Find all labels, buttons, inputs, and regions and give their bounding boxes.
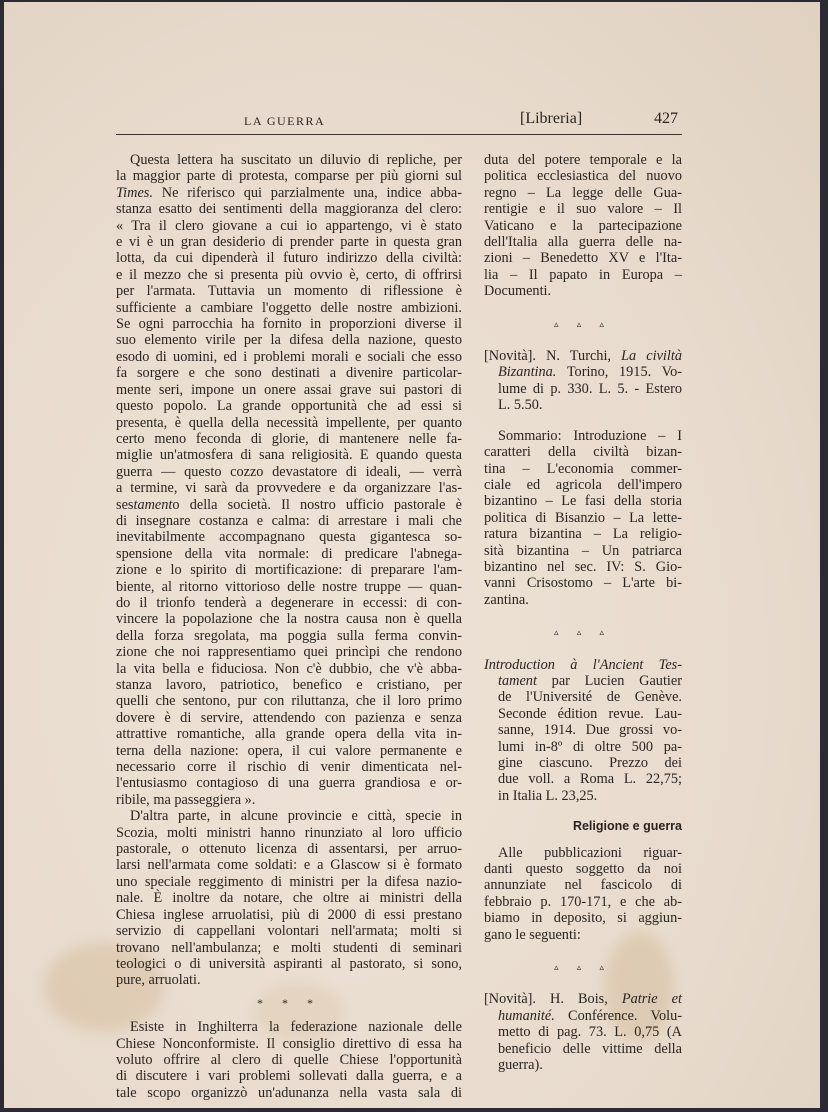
text-line: lotta, da cui dipenderà il futuro indirizzo della civiltà:	[116, 250, 462, 267]
text-line: trovano nell'ambulanza; e molti studenti di seminari	[116, 939, 462, 956]
text-line: in Italia L. 23,25.	[498, 787, 598, 804]
text-line: politica ecclesiastica del nuovo	[484, 168, 682, 185]
text-line: di discutere i vari problemi sollevati dalla guerra, e a	[116, 1068, 462, 1085]
text-line: servizio di cappellani volontari nell'armata; molti si	[116, 923, 462, 940]
text-line: ratura bizantina – La religio-	[484, 526, 682, 543]
text-line: L. 5.50.	[498, 397, 543, 414]
running-title: LA GUERRA	[244, 114, 326, 128]
text-line: la maggior parte di protesta, comparse per più giorni sul	[116, 168, 462, 185]
text-line: quelli che sentono, pur con riluttanza, che il loro primo	[116, 693, 462, 710]
text-line: Bizantina. Torino, 1915. Vo-	[498, 364, 682, 381]
text-line: tament par Lucien Gautier	[498, 672, 682, 689]
text-line: sestamento della società. Il nostro ufficio pastorale è	[116, 496, 462, 513]
text-line: miglie un'atmosfera di sana religiosità. E quando questa	[116, 447, 462, 464]
text-line: stanza lavoro, patriotico, benefico e cristiano, per	[116, 677, 462, 693]
text-line: [Novità]. H. Bois, Patrie et	[484, 991, 682, 1008]
text-line: Scozia, molti ministri hanno rinunziato al loro ufficio	[116, 824, 462, 841]
contents-continued	[484, 152, 682, 300]
book-page	[4, 2, 820, 1108]
text-line: sufficiente a cambiare l'oggetto delle nostre ambizioni.	[116, 299, 462, 316]
text-line: biamo in deposito, si aggiun-	[484, 910, 682, 927]
text-line: Chiese Nonconformiste. Il consiglio direttivo di essa ha	[116, 1035, 462, 1052]
text-line: politica di Bisanzio – La lette-	[484, 509, 682, 526]
text-line: tale scopo organizzò un'adunanza nella vasta sala di	[116, 1084, 462, 1101]
text-line: due voll. a Roma L. 22,75;	[498, 771, 682, 788]
text-line: ribile, ma passeggiera ».	[116, 791, 256, 808]
text-line: vincere la popolazione che la nostra causa non è quella	[116, 611, 462, 628]
text-line: l'entusiasmo contagioso di una guerra grandiosa e or-	[116, 775, 462, 792]
text-line: per l'armata. Tuttavia un momento di riflessione è	[116, 283, 462, 300]
text-line: fa sorgere e che sono destinati a divenire particolar-	[116, 365, 462, 382]
right-column	[484, 152, 682, 1074]
paragraph-nonconformiste	[116, 1019, 462, 1101]
text-line: larsi nell'armata come soldati: e a Glascow si è formato	[116, 857, 462, 874]
text-line: do il trionfo tenderà a degenerare in eccessi: di con-	[116, 594, 462, 611]
text-line: zioni – Benedetto XV e l'Ita-	[484, 250, 682, 267]
text-line: sità bizantina – Un patriarca	[484, 542, 682, 559]
text-line: questo popolo. La grande opportunità che ad essi si	[116, 398, 462, 415]
text-line: Questa lettera ha suscitato un diluvio di repliche, per	[130, 152, 462, 168]
text-line: beneficio delle vittime della	[498, 1040, 682, 1057]
sommario-paragraph	[484, 428, 682, 608]
left-column	[116, 152, 462, 1101]
text-line: zantina.	[484, 591, 529, 608]
text-line: Se ogni parrocchia ha fornito in proporzioni diverse il	[116, 316, 462, 333]
text-line: pure, arruolati.	[116, 972, 201, 989]
text-line: tina – L'economia commer-	[484, 460, 682, 477]
text-line: zione e lo spirito di mortificazione: di preparare l'am-	[116, 562, 462, 579]
text-line: dell'Italia alla guerra delle na-	[484, 234, 682, 251]
text-line: Sommario: Introduzione – I	[498, 427, 682, 444]
text-line: terna della nazione: opera, il cui valore permanente e	[116, 742, 462, 759]
text-line: Alle pubblicazioni riguar-	[498, 844, 682, 861]
text-line: caratteri della civiltà bizan-	[484, 444, 682, 461]
text-line: Documenti.	[484, 283, 552, 300]
text-line: duta del potere temporale e la	[484, 152, 682, 168]
triangle-ornament: ▵ ▵ ▵	[553, 962, 613, 973]
text-line: presenta, è quella della necessità impellente, per quanto	[116, 414, 462, 431]
text-line: annunziate nel fascicolo di	[484, 877, 682, 894]
book-entry-bois	[484, 991, 682, 1073]
text-line: uno speciale reggimento di ministri per la difesa nazio-	[116, 873, 462, 890]
text-line: dovere è di servire, attendendo con pazienza e senza	[116, 709, 462, 726]
text-line: metto di pag. 73. L. 0,75 (A	[498, 1024, 682, 1041]
text-line: sanne, 1914. Due grossi vo-	[498, 722, 682, 739]
text-line: della forza sregolata, ma poggia sulla ferma convin-	[116, 627, 462, 644]
text-line: lume di p. 330. L. 5. - Estero	[498, 380, 682, 397]
text-line: febbraio p. 170-171, e che ab-	[484, 893, 682, 910]
text-line: nale. È inoltre da notare, che oltre ai ministri della	[116, 890, 462, 907]
text-line: certo meno feconda di glorie, di mantenere nelle fa-	[116, 430, 462, 447]
text-line: biente, al ritorno vittorioso delle nostre truppe — quan-	[116, 578, 462, 595]
text-line: inevitabilmente accompagnano questa gigantesca so-	[116, 529, 462, 546]
text-line: Vaticano e la partecipazione	[484, 217, 682, 234]
religione-paragraph	[484, 845, 682, 943]
text-line: humanité. Conférence. Volu-	[498, 1007, 682, 1024]
section-heading: Religione e guerra	[572, 819, 682, 834]
paragraph-letter	[116, 152, 462, 808]
triangle-ornament: ▵ ▵ ▵	[553, 627, 613, 638]
text-line: teologici o di università aspiranti al pastorato, si sono,	[116, 955, 462, 972]
text-line: regno – La legge delle Gua-	[484, 184, 682, 201]
book-entry-turchi	[484, 348, 682, 414]
text-line: ciale ed agricola dell'impero	[484, 476, 682, 493]
section-ornament: * * *	[257, 995, 321, 1010]
text-line: [Novità]. N. Turchi, La civiltà	[484, 348, 682, 365]
text-line: e il mezzo che si presenta più ovvio è, certo, di offrirsi	[116, 266, 462, 283]
text-line: di insegnare costanza e calma: di arrestare i mali che	[116, 512, 462, 529]
running-head	[116, 110, 682, 135]
text-line: Esiste in Inghilterra la federazione nazionale delle	[130, 1019, 462, 1036]
text-line: suo elemento virile per la difesa della nazione, questo	[116, 332, 462, 349]
text-line: vanni Crisostomo – L'arte bi-	[484, 575, 682, 592]
text-line: pastorale, o ottenuto licenza di assentarsi, per arruo-	[116, 841, 462, 858]
text-line: bizantino – Le fasi della storia	[484, 493, 682, 510]
text-line: stanza esatto dei sentimenti della maggioranza del clero:	[116, 201, 462, 218]
text-line: de l'Université de Genève.	[498, 689, 682, 706]
book-entry-gautier	[484, 657, 682, 805]
text-line: D'altra parte, in alcune provincie e città, specie in	[130, 808, 462, 825]
text-line: mente seri, impone un onere assai grave sui pastori di	[116, 381, 462, 398]
text-line: zione che noi rappresentiamo quei princìpi che rendono	[116, 644, 462, 661]
text-line: Chiesa inglese arruolatisi, più di 2000 di essi prestano	[116, 906, 462, 923]
text-line: Seconde édition revue. Lau-	[498, 705, 682, 722]
text-line: gano le seguenti:	[484, 926, 581, 943]
text-line: necessario corre il rischio di venir dimenticata nel-	[116, 759, 462, 776]
text-line: spensione della vita normale: di predicare l'abnega-	[116, 545, 462, 562]
text-line: bizantino nel sec. IV: S. Gio-	[484, 558, 682, 575]
text-line: e vi è un gran desiderio di prender parte in questa gran	[116, 234, 462, 251]
text-line: guerra).	[498, 1057, 543, 1074]
text-line: esodo di uomini, ed i problemi morali e sociali che esso	[116, 348, 462, 365]
text-line: danti questo soggetto da noi	[484, 861, 682, 878]
text-line: lumi in-8º di oltre 500 pa-	[498, 738, 682, 755]
text-line: Times. Ne riferisco qui parzialmente una, indice abba-	[116, 184, 462, 201]
page-number: 427	[654, 110, 678, 127]
text-line: la vita bella e fiduciosa. Non c'è dubbio, che v'è abba-	[116, 660, 462, 677]
text-line: attrattive romantiche, alla grande opera della vita in-	[116, 726, 462, 743]
paragraph-scozia	[116, 808, 462, 988]
text-line: guerra — questo cozzo devastatore di ideali, — verrà	[116, 463, 462, 480]
text-line: gine ciascuno. Prezzo dei	[498, 755, 682, 771]
text-line: Introduction à l'Ancient Tes-	[484, 656, 682, 673]
text-line: a termine, vi sarà da provvedere e da organizzare l'as-	[116, 480, 462, 497]
text-line: rentigie e il suo valore – Il	[484, 201, 682, 218]
text-line: voluto offrire al clero di quelle Chiese l'opportunità	[116, 1051, 462, 1068]
section-label: [Libreria]	[520, 110, 583, 127]
triangle-ornament: ▵ ▵ ▵	[553, 318, 613, 329]
text-line: lia – Il papato in Europa –	[484, 266, 682, 283]
text-line: « Tra il clero giovane a cui io appartengo, vi è stato	[116, 217, 462, 234]
